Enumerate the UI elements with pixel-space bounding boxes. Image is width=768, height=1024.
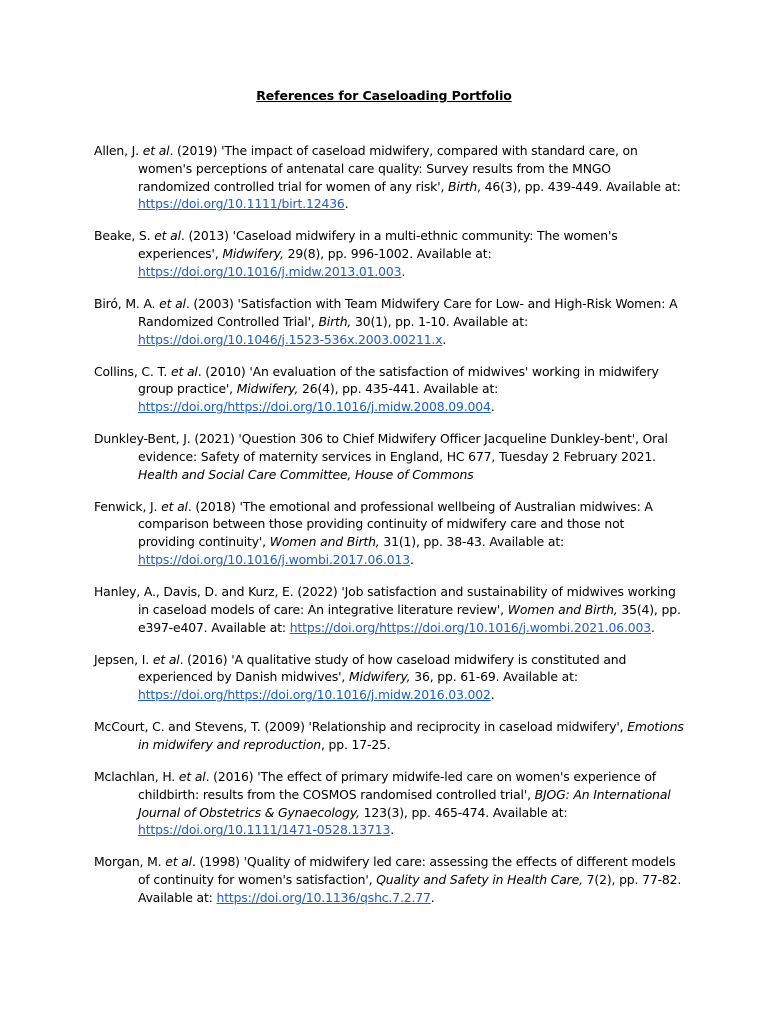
reference-text: . (2016) 'The effect of primary midwife-led care on women's experience of childbirth: results from the COSMOS randomised controlled trial', xyxy=(138,769,656,802)
reference-text: 36, pp. 61-69. Available at: xyxy=(410,669,578,685)
reference-entry xyxy=(94,295,684,348)
reference-entry xyxy=(94,583,684,636)
doi-link[interactable]: https://doi.org/https://doi.org/10.1016/j.midw.2016.03.002 xyxy=(138,687,491,703)
reference-italic-text: Health and Social Care Committee, House of Commons xyxy=(138,466,474,482)
reference-entry xyxy=(94,227,684,280)
reference-text: , pp. 17-25. xyxy=(320,737,391,753)
reference-entry xyxy=(94,363,684,416)
reference-italic-text: et al xyxy=(178,769,206,784)
reference-text: . (2019) 'The impact of caseload midwifery, compared with standard care, on women's perceptions of antenatal care quality: Survey results from the MNGO randomized controlled trial for women of any risk', xyxy=(138,143,638,194)
reference-text: . (2003) 'Satisfaction with Team Midwifery Care for Low- and High-Risk Women: A Randomized Controlled Trial', xyxy=(138,295,678,329)
reference-entry xyxy=(94,498,684,569)
reference-text: Biró, M. A. xyxy=(94,295,160,311)
reference-italic-text: et al xyxy=(165,854,192,870)
doi-link[interactable]: https://doi.org/https://doi.org/10.1016/j.wombi.2021.06.003 xyxy=(289,619,652,635)
reference-italic-text: Midwifery, xyxy=(236,381,299,397)
reference-text: . (2018) 'The emotional and professional wellbeing of Australian midwives: A comparison between those providing continuity of midwifery care and those not providing continuity', xyxy=(138,498,653,550)
reference-text: , 46(3), pp. 439-449. Available at: xyxy=(477,178,681,194)
reference-italic-text: et al xyxy=(171,363,198,379)
reference-text: Beake, S. xyxy=(94,228,155,244)
reference-text: 26(4), pp. 435-441. Available at: xyxy=(298,381,499,397)
reference-text: . xyxy=(490,687,495,703)
reference-italic-text: Women and Birth, xyxy=(507,601,618,617)
reference-italic-text: et al xyxy=(152,651,180,667)
reference-text: Fenwick, J. xyxy=(94,498,162,514)
reference-text: Hanley, A., Davis, D. and Kurz, E. (2022) 'Job satisfaction and sustainability of midwives working in caseload models of care: An integrative literature review', xyxy=(94,584,676,617)
reference-text: . (2013) 'Caseload midwifery in a multi-ethnic community: The women's experiences', xyxy=(138,228,618,262)
reference-text: Collins, C. T. xyxy=(94,363,171,379)
reference-italic-text: BJOG: An International Journal of Obstetrics & Gynaecology, xyxy=(138,786,671,820)
reference-italic-text: et al xyxy=(142,143,170,158)
reference-list xyxy=(94,142,684,921)
reference-text: 123(3), pp. 465-474. Available at: xyxy=(359,804,568,820)
doi-link[interactable]: https://doi.org/10.1111/birt.12436 xyxy=(138,196,345,212)
reference-italic-text: et al xyxy=(159,295,186,311)
reference-text: 7(2), pp. 77-82. Available at: xyxy=(138,872,682,905)
reference-entry xyxy=(94,768,684,839)
reference-text: . xyxy=(344,196,349,212)
reference-italic-text: Emotions in midwifery and reproduction xyxy=(138,719,684,753)
reference-text: . xyxy=(651,619,655,635)
reference-text: 29(8), pp. 996-1002. Available at: xyxy=(283,246,492,262)
page-title: References for Caseloading Portfolio xyxy=(256,88,512,103)
reference-italic-text: et al xyxy=(154,228,181,244)
reference-italic-text: Birth, xyxy=(318,313,352,329)
reference-text: . (1998) 'Quality of midwifery led care: assessing the effects of different models of continuity for women's satisfaction', xyxy=(138,854,676,888)
reference-entry xyxy=(94,142,684,213)
reference-text: 31(1), pp. 38-43. Available at: xyxy=(379,534,565,550)
reference-text: . xyxy=(442,331,447,347)
reference-text: 30(1), pp. 1-10. Available at: xyxy=(351,313,528,329)
reference-entry xyxy=(94,430,684,483)
doi-link[interactable]: https://doi.org/10.1136/qshc.7.2.77 xyxy=(216,889,431,905)
reference-italic-text: Midwifery, xyxy=(349,669,411,685)
doi-link[interactable]: https://doi.org/10.1016/j.wombi.2017.06.013 xyxy=(138,552,410,568)
reference-entry xyxy=(94,718,684,754)
reference-entry xyxy=(94,651,684,704)
reference-text: Morgan, M. xyxy=(94,854,166,870)
doi-link[interactable]: https://doi.org/10.1016/j.midw.2013.01.003 xyxy=(138,263,402,279)
reference-text: . (2010) 'An evaluation of the satisfaction of midwives' working in midwifery group practice', xyxy=(138,363,659,397)
reference-entry xyxy=(94,853,684,906)
reference-text: Allen, J. xyxy=(94,143,143,158)
reference-italic-text: Women and Birth, xyxy=(269,534,380,550)
doi-link[interactable]: https://doi.org/10.1111/1471-0528.13713 xyxy=(138,822,391,838)
reference-text: . (2016) 'A qualitative study of how caseload midwifery is constituted and experienced by Danish midwives', xyxy=(138,651,627,685)
reference-text: . xyxy=(430,889,435,905)
doi-link[interactable]: https://doi.org/https://doi.org/10.1016/j.midw.2008.09.004 xyxy=(138,399,491,415)
reference-italic-text: et al xyxy=(161,498,188,514)
reference-text: . xyxy=(390,822,394,838)
reference-text: 35(4), pp. e397-e407. Available at: xyxy=(138,601,681,635)
reference-text: . xyxy=(401,263,406,279)
reference-text: Dunkley-Bent, J. (2021) 'Question 306 to Chief Midwifery Officer Jacqueline Dunkley-bent', Oral evidence: Safety of maternity services in England, HC 677, Tuesday 2 February 2021. xyxy=(94,431,668,464)
reference-text: Mclachlan, H. xyxy=(94,769,179,784)
reference-italic-text: Quality and Safety in Health Care, xyxy=(376,872,583,888)
reference-text: Jepsen, I. xyxy=(94,651,153,667)
reference-text: . xyxy=(490,399,495,415)
reference-italic-text: Midwifery, xyxy=(222,246,284,262)
reference-text: . xyxy=(409,552,414,568)
reference-italic-text: Birth xyxy=(448,178,478,194)
reference-text: McCourt, C. and Stevens, T. (2009) 'Relationship and reciprocity in caseload midwifery', xyxy=(94,719,628,735)
doi-link[interactable]: https://doi.org/10.1046/j.1523-536x.2003.00211.x xyxy=(138,331,443,347)
